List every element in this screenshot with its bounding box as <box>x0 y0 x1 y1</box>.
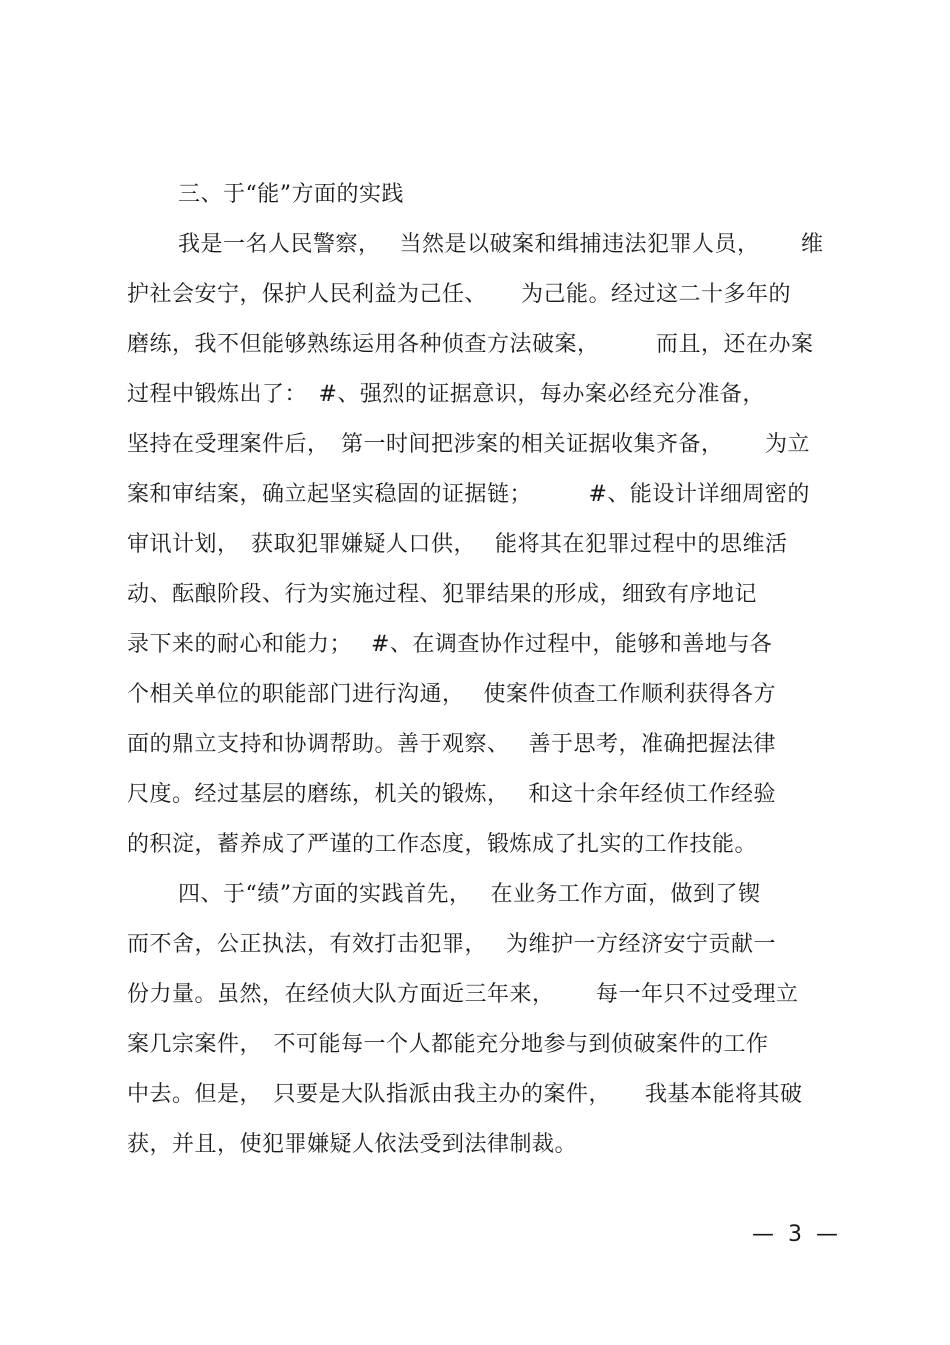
page-number: — 3 — <box>752 1222 838 1247</box>
paragraph-line: 动、酝酿阶段、行为实施过程、犯罪结果的形成，细致有序地记 <box>127 582 758 607</box>
paragraph-line: 磨练，我不但能够熟练运用各种侦查方法破案， 而且，还在办案 <box>127 332 814 357</box>
paragraph-line: 个相关单位的职能部门进行沟通， 使案件侦查工作顺利获得各方 <box>127 682 776 707</box>
paragraph-line: 我是一名人民警察， 当然是以破案和缉捕违法犯罪人员， 维 <box>178 232 824 257</box>
paragraph-line: 中去。但是， 只要是大队指派由我主办的案件， 我基本能将其破 <box>127 1082 803 1107</box>
paragraph-line: 坚持在受理案件后， 第一时间把涉案的相关证据收集齐备， 为立 <box>127 432 810 457</box>
paragraph-line: 审讯计划， 获取犯罪嫌疑人口供， 能将其在犯罪过程中的思维活 <box>127 532 788 557</box>
paragraph-line: 护社会安宁，保护人民利益为己任、 为己能。经过这二十多年的 <box>127 282 792 307</box>
section-heading-4: 四、于“绩”方面的实践首先， 在业务工作方面，做到了锲 <box>178 882 761 907</box>
paragraph-line: 录下来的耐心和能力； #、在调查协作过程中，能够和善地与各 <box>127 632 773 657</box>
paragraph-line: 获，并且，使犯罪嫌疑人依法受到法律制裁。 <box>127 1132 578 1157</box>
paragraph-line: 而不舍，公正执法，有效打击犯罪， 为维护一方经济安宁贡献一 <box>127 932 776 957</box>
paragraph-line: 的积淀，蓄养成了严谨的工作态度，锻炼成了扎实的工作技能。 <box>127 832 758 857</box>
paragraph-line: 份力量。虽然，在经侦大队方面近三年来， 每一年只不过受理立 <box>127 982 799 1007</box>
section-heading: 三、于“能”方面的实践 <box>178 182 404 207</box>
paragraph-line: 案和审结案，确立起坚实稳固的证据链； #、能设计详细周密的 <box>127 482 810 507</box>
paragraph-line: 过程中锻炼出了： #、强烈的证据意识，每办案必经充分准备， <box>127 382 765 407</box>
paragraph-line: 面的鼎立支持和协调帮助。善于观察、 善于思考，准确把握法律 <box>127 732 776 757</box>
paragraph-line: 尺度。经过基层的磨练，机关的锻炼， 和这十余年经侦工作经验 <box>127 782 776 807</box>
paragraph-line: 案几宗案件， 不可能每一个人都能充分地参与到侦破案件的工作 <box>127 1032 769 1057</box>
